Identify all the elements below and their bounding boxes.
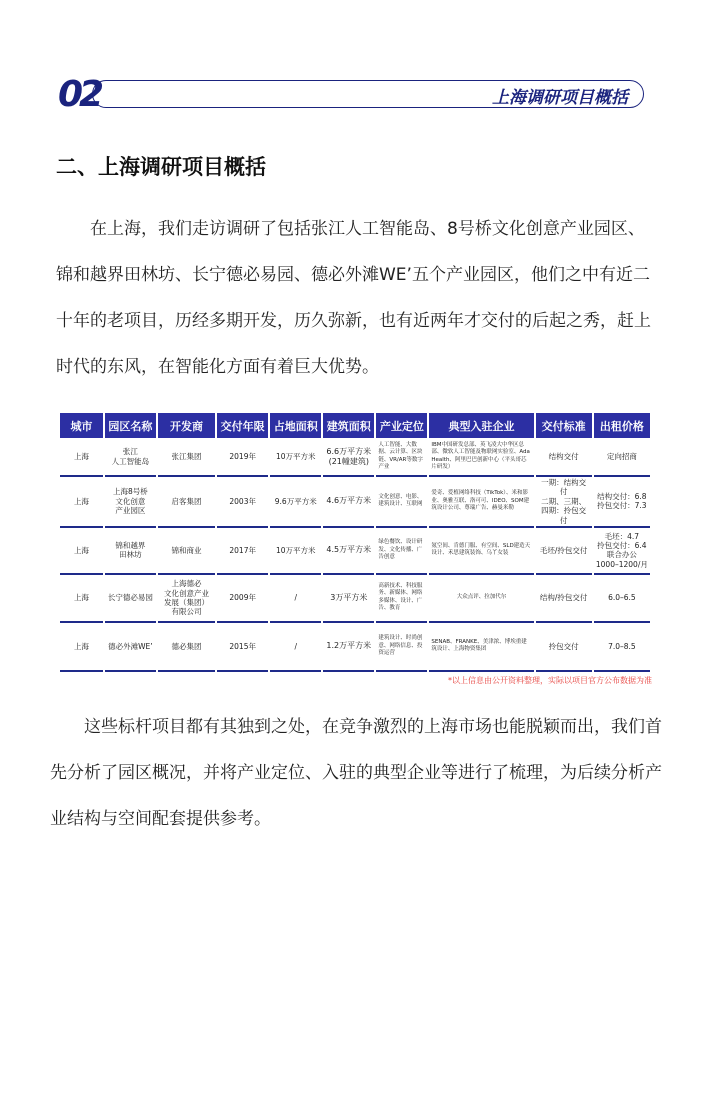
- table-row: [60, 438, 650, 477]
- cell-industry: 文化创意、电影、建筑设计、互联网: [376, 477, 427, 528]
- cell-standard: 一期：结构交付 二期、三期、 四期：拎包交付: [536, 477, 592, 528]
- table-row: [60, 528, 650, 575]
- cell-industry: 高新技术、科技服务、新媒体、网络多媒体、设计、广告、教育: [376, 575, 427, 623]
- cell-industry: 绿色餐饮、设计研发、文化传播、广告创意: [376, 528, 427, 575]
- cell-building: 1.2万平方米: [323, 623, 374, 672]
- cell-companies: IBM中国研发总部、英飞凌大中华区总部、微软人工智能及物联网实验室、Ada Health、阿里巴巴创新中心（平头哥芯片研发）: [429, 438, 533, 477]
- cell-developer: 锦和商业: [158, 528, 215, 575]
- cell-standard: 结构/拎包交付: [536, 575, 592, 623]
- cell-standard: 拎包交付: [536, 623, 592, 672]
- cell-year: 2015年: [217, 623, 268, 672]
- cell-year: 2003年: [217, 477, 268, 528]
- cell-price: 6.0–6.5: [594, 575, 650, 623]
- section-title: 二、上海调研项目概括: [56, 155, 266, 179]
- cell-park: 锦和越界 田林坊: [105, 528, 156, 575]
- table-note: *以上信息由公开资料整理，实际以项目官方公布数据为准: [448, 676, 652, 685]
- col-header-land: 占地面积: [270, 413, 321, 438]
- cell-year: 2017年: [217, 528, 268, 575]
- cell-developer: 启客集团: [158, 477, 215, 528]
- cell-year: 2019年: [217, 438, 268, 477]
- table-row: [60, 477, 650, 528]
- col-header-developer: 开发商: [158, 413, 215, 438]
- cell-city: 上海: [60, 438, 103, 477]
- cell-building: 4.6万平方米: [323, 477, 374, 528]
- table-row: [60, 623, 650, 672]
- cell-price: 毛坯：4.7 拎包交付：6.4 联合办公 1000–1200/月: [594, 528, 650, 575]
- header-title: 上海调研项目概括: [492, 88, 628, 108]
- cell-companies: SENAB、FRANKE、美津浓、博埃重建筑设计、上海物资集团: [429, 623, 533, 672]
- cell-industry: 建筑设计、时尚创意、网络信息、投资运营: [376, 623, 427, 672]
- cell-park: 张江 人工智能岛: [105, 438, 156, 477]
- table-row: [60, 575, 650, 623]
- col-header-park: 园区名称: [105, 413, 156, 438]
- header-number: 02: [58, 74, 101, 115]
- intro-paragraph: [56, 206, 656, 390]
- col-header-city: 城市: [60, 413, 103, 438]
- intro-paragraph-text: 在上海，我们走访调研了包括张江人工智能岛、8号桥文化创意产业园区、锦和越界田林坊、长宁德必易园、德必外滩WE’五个产业园区，他们之中有近二十年的老项目，历经多期开发，历久弥新，也有近两年才交付的后起之秀，赶上时代的东风，在智能化方面有着巨大优势。: [56, 219, 651, 377]
- cell-city: 上海: [60, 477, 103, 528]
- cell-industry: 人工智能、大数据、云计算、区块链、VR/AR等数字产业: [376, 438, 427, 477]
- cell-developer: 德必集团: [158, 623, 215, 672]
- cell-companies: 大众点评、拉加代尔: [429, 575, 533, 623]
- col-header-industry: 产业定位: [376, 413, 427, 438]
- cell-building: 4.5万平方米: [323, 528, 374, 575]
- cell-building: 6.6万平方米 (21幢建筑): [323, 438, 374, 477]
- cell-companies: 氪空间、肯德门服、有空间、SLD建造天设计、禾思建筑装饰、乌丫女装: [429, 528, 533, 575]
- cell-city: 上海: [60, 575, 103, 623]
- closing-paragraph: [50, 704, 662, 842]
- cell-price: 定向招商: [594, 438, 650, 477]
- closing-paragraph-text: 这些标杆项目都有其独到之处，在竞争激烈的上海市场也能脱颖而出，我们首先分析了园区概况，并将产业定位、入驻的典型企业等进行了梳理，为后续分析产业结构与空间配套提供参考。: [50, 717, 662, 829]
- cell-price: 7.0–8.5: [594, 623, 650, 672]
- cell-year: 2009年: [217, 575, 268, 623]
- cell-park: 德必外滩WE’: [105, 623, 156, 672]
- table-header-row: [60, 413, 650, 438]
- col-header-companies: 典型入驻企业: [429, 413, 533, 438]
- cell-land: /: [270, 623, 321, 672]
- col-header-standard: 交付标准: [536, 413, 592, 438]
- cell-land: 10万平方米: [270, 438, 321, 477]
- cell-city: 上海: [60, 528, 103, 575]
- cell-building: 3万平方米: [323, 575, 374, 623]
- col-header-year: 交付年限: [217, 413, 268, 438]
- cell-land: /: [270, 575, 321, 623]
- cell-developer: 张江集团: [158, 438, 215, 477]
- cell-park: 上海8号桥 文化创意 产业园区: [105, 477, 156, 528]
- col-header-price: 出租价格: [594, 413, 650, 438]
- cell-land: 10万平方米: [270, 528, 321, 575]
- cell-price: 结构交付：6.8 拎包交付：7.3: [594, 477, 650, 528]
- cell-city: 上海: [60, 623, 103, 672]
- cell-land: 9.6万平方米: [270, 477, 321, 528]
- parks-table: [58, 413, 652, 672]
- cell-developer: 上海德必 文化创意产业 发展（集团） 有限公司: [158, 575, 215, 623]
- col-header-building: 建筑面积: [323, 413, 374, 438]
- cell-standard: 结构交付: [536, 438, 592, 477]
- cell-companies: 爱奇、爱植网络科技（TikTok）、米和影业、奥雅互联、洛可可、IDEO、SOM建筑设计公司、尊瑞广告、赫曼米勒: [429, 477, 533, 528]
- cell-park: 长宁德必易园: [105, 575, 156, 623]
- cell-standard: 毛坯/拎包交付: [536, 528, 592, 575]
